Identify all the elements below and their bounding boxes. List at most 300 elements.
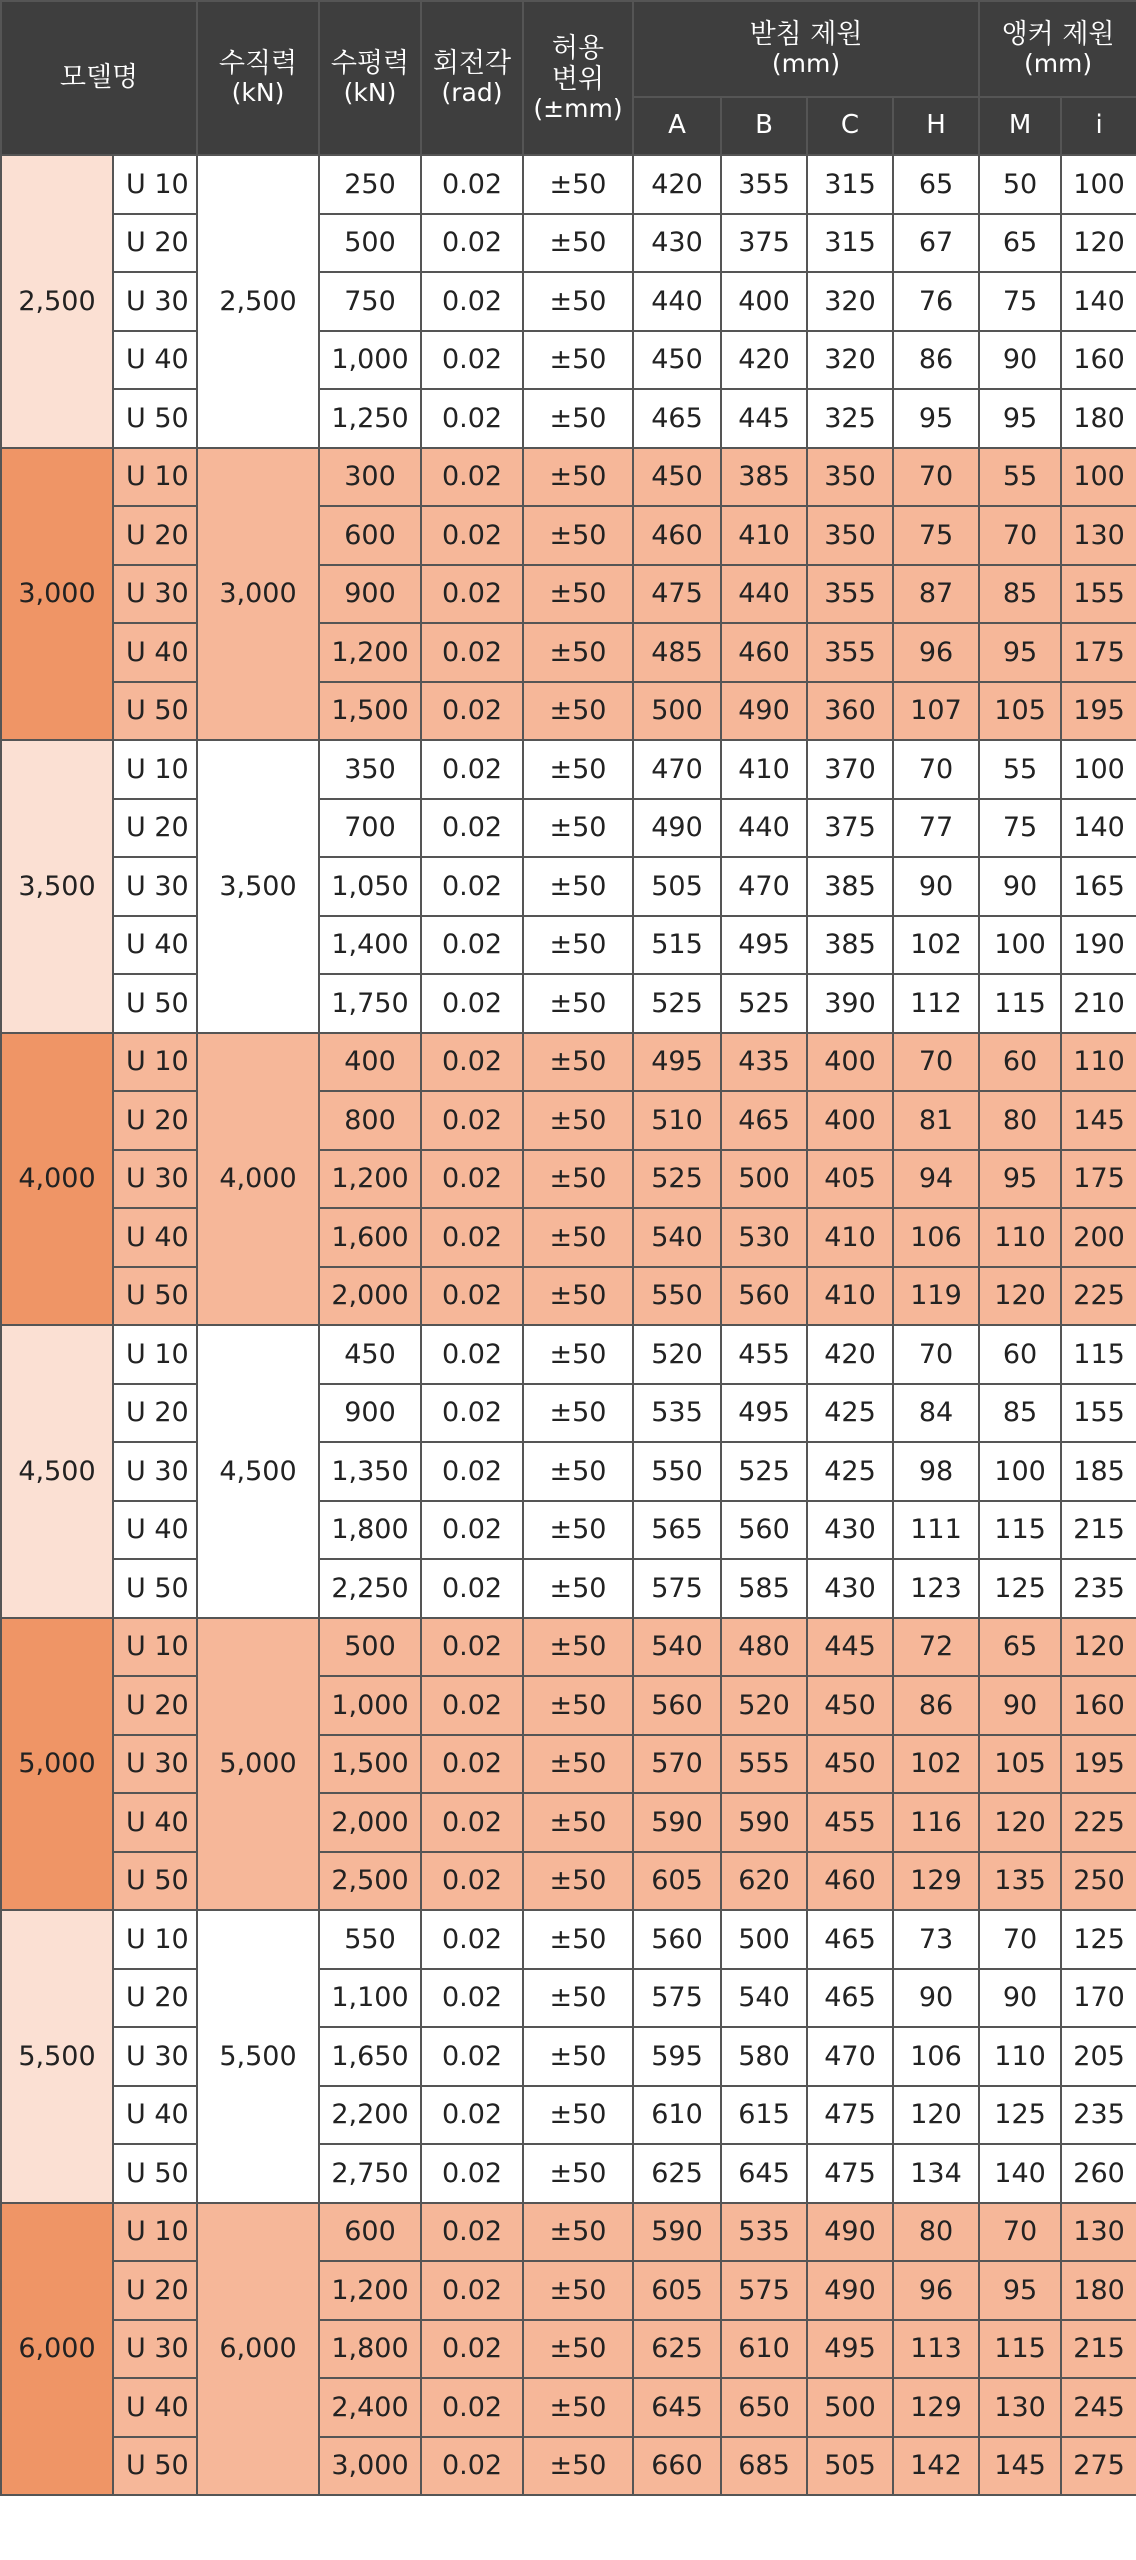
group-name-cell: 6,000: [1, 2203, 113, 2496]
rotation-cell: 0.02: [421, 1969, 523, 2028]
i-cell: 225: [1061, 1793, 1136, 1852]
rotation-cell: 0.02: [421, 974, 523, 1033]
horizontal-cell: 2,250: [319, 1559, 421, 1618]
displacement-cell: ±50: [523, 1442, 633, 1501]
table-row: [1, 1150, 1136, 1209]
a-cell: 470: [633, 740, 721, 799]
i-cell: 200: [1061, 1208, 1136, 1267]
model-cell: U 50: [113, 2437, 197, 2496]
b-cell: 540: [721, 1969, 807, 2028]
table-row: [1, 623, 1136, 682]
c-cell: 400: [807, 1033, 893, 1092]
model-cell: U 40: [113, 331, 197, 390]
c-cell: 355: [807, 623, 893, 682]
b-cell: 410: [721, 740, 807, 799]
c-cell: 505: [807, 2437, 893, 2496]
table-row: [1, 1384, 1136, 1443]
i-cell: 215: [1061, 2320, 1136, 2379]
c-cell: 385: [807, 857, 893, 916]
h-cell: 96: [893, 623, 979, 682]
rotation-cell: 0.02: [421, 1559, 523, 1618]
rotation-cell: 0.02: [421, 1735, 523, 1794]
c-cell: 400: [807, 1091, 893, 1150]
a-cell: 525: [633, 974, 721, 1033]
header-allow-unit: (±mm): [533, 93, 623, 123]
m-cell: 90: [979, 1676, 1061, 1735]
model-cell: U 50: [113, 389, 197, 448]
h-cell: 119: [893, 1267, 979, 1326]
m-cell: 60: [979, 1033, 1061, 1092]
model-cell: U 30: [113, 1735, 197, 1794]
c-cell: 465: [807, 1910, 893, 1969]
b-cell: 685: [721, 2437, 807, 2496]
displacement-cell: ±50: [523, 565, 633, 624]
c-cell: 390: [807, 974, 893, 1033]
rotation-cell: 0.02: [421, 1325, 523, 1384]
horizontal-cell: 1,500: [319, 682, 421, 741]
c-cell: 425: [807, 1442, 893, 1501]
displacement-cell: ±50: [523, 2437, 633, 2496]
h-cell: 87: [893, 565, 979, 624]
model-cell: U 20: [113, 1384, 197, 1443]
vertical-force-cell: 3,500: [197, 740, 319, 1033]
h-cell: 67: [893, 214, 979, 273]
header-bearing-unit: (mm): [771, 49, 841, 79]
horizontal-cell: 900: [319, 565, 421, 624]
model-cell: U 20: [113, 799, 197, 858]
horizontal-cell: 2,000: [319, 1267, 421, 1326]
m-cell: 105: [979, 682, 1061, 741]
a-cell: 550: [633, 1267, 721, 1326]
b-cell: 385: [721, 448, 807, 507]
vertical-force-cell: 2,500: [197, 155, 319, 448]
displacement-cell: ±50: [523, 331, 633, 390]
h-cell: 98: [893, 1442, 979, 1501]
displacement-cell: ±50: [523, 2203, 633, 2262]
horizontal-cell: 350: [319, 740, 421, 799]
horizontal-cell: 800: [319, 1091, 421, 1150]
b-cell: 560: [721, 1267, 807, 1326]
horizontal-cell: 1,100: [319, 1969, 421, 2028]
rotation-cell: 0.02: [421, 1267, 523, 1326]
b-cell: 555: [721, 1735, 807, 1794]
h-cell: 129: [893, 1852, 979, 1911]
horizontal-cell: 300: [319, 448, 421, 507]
i-cell: 110: [1061, 1033, 1136, 1092]
model-cell: U 10: [113, 155, 197, 214]
b-cell: 590: [721, 1793, 807, 1852]
table-row: [1, 1559, 1136, 1618]
c-cell: 375: [807, 799, 893, 858]
h-cell: 86: [893, 331, 979, 390]
displacement-cell: ±50: [523, 1910, 633, 1969]
a-cell: 450: [633, 448, 721, 507]
model-cell: U 10: [113, 1910, 197, 1969]
model-cell: U 30: [113, 2027, 197, 2086]
h-cell: 90: [893, 1969, 979, 2028]
m-cell: 135: [979, 1852, 1061, 1911]
h-cell: 134: [893, 2144, 979, 2203]
horizontal-cell: 3,000: [319, 2437, 421, 2496]
i-cell: 190: [1061, 916, 1136, 975]
rotation-cell: 0.02: [421, 1501, 523, 1560]
m-cell: 75: [979, 272, 1061, 331]
table-row: [1, 272, 1136, 331]
horizontal-cell: 700: [319, 799, 421, 858]
rotation-cell: 0.02: [421, 916, 523, 975]
displacement-cell: ±50: [523, 1559, 633, 1618]
table-row: [1, 506, 1136, 565]
header-sub-b: B: [721, 97, 807, 155]
i-cell: 205: [1061, 2027, 1136, 2086]
c-cell: 445: [807, 1618, 893, 1677]
table-row: [1, 1325, 1136, 1384]
i-cell: 245: [1061, 2378, 1136, 2437]
displacement-cell: ±50: [523, 506, 633, 565]
model-cell: U 40: [113, 623, 197, 682]
h-cell: 70: [893, 448, 979, 507]
m-cell: 90: [979, 1969, 1061, 2028]
model-cell: U 20: [113, 1969, 197, 2028]
vertical-force-cell: 5,000: [197, 1618, 319, 1911]
i-cell: 195: [1061, 1735, 1136, 1794]
horizontal-cell: 250: [319, 155, 421, 214]
rotation-cell: 0.02: [421, 2261, 523, 2320]
displacement-cell: ±50: [523, 1618, 633, 1677]
table-row: [1, 331, 1136, 390]
table-row: [1, 1676, 1136, 1735]
m-cell: 115: [979, 974, 1061, 1033]
model-cell: U 50: [113, 974, 197, 1033]
c-cell: 490: [807, 2203, 893, 2262]
model-cell: U 10: [113, 448, 197, 507]
h-cell: 112: [893, 974, 979, 1033]
header-vertical: 수직력 (kN): [197, 1, 319, 155]
displacement-cell: ±50: [523, 623, 633, 682]
table-row: [1, 916, 1136, 975]
i-cell: 120: [1061, 1618, 1136, 1677]
table-row: [1, 389, 1136, 448]
model-cell: U 20: [113, 1676, 197, 1735]
header-sub-m: M: [979, 97, 1061, 155]
header-sub-i: i: [1061, 97, 1136, 155]
b-cell: 480: [721, 1618, 807, 1677]
h-cell: 65: [893, 155, 979, 214]
rotation-cell: 0.02: [421, 1208, 523, 1267]
horizontal-cell: 550: [319, 1910, 421, 1969]
a-cell: 550: [633, 1442, 721, 1501]
rotation-cell: 0.02: [421, 214, 523, 273]
b-cell: 490: [721, 682, 807, 741]
i-cell: 155: [1061, 565, 1136, 624]
displacement-cell: ±50: [523, 1676, 633, 1735]
rotation-cell: 0.02: [421, 857, 523, 916]
a-cell: 590: [633, 1793, 721, 1852]
m-cell: 95: [979, 623, 1061, 682]
c-cell: 495: [807, 2320, 893, 2379]
a-cell: 515: [633, 916, 721, 975]
rotation-cell: 0.02: [421, 1150, 523, 1209]
model-cell: U 20: [113, 506, 197, 565]
table-row: [1, 2203, 1136, 2262]
a-cell: 645: [633, 2378, 721, 2437]
a-cell: 500: [633, 682, 721, 741]
h-cell: 106: [893, 2027, 979, 2086]
b-cell: 445: [721, 389, 807, 448]
i-cell: 215: [1061, 1501, 1136, 1560]
m-cell: 120: [979, 1267, 1061, 1326]
m-cell: 125: [979, 2086, 1061, 2145]
model-cell: U 30: [113, 1150, 197, 1209]
b-cell: 615: [721, 2086, 807, 2145]
rotation-cell: 0.02: [421, 740, 523, 799]
model-cell: U 10: [113, 1618, 197, 1677]
c-cell: 475: [807, 2144, 893, 2203]
i-cell: 275: [1061, 2437, 1136, 2496]
c-cell: 430: [807, 1559, 893, 1618]
displacement-cell: ±50: [523, 389, 633, 448]
i-cell: 170: [1061, 1969, 1136, 2028]
a-cell: 595: [633, 2027, 721, 2086]
model-cell: U 50: [113, 1852, 197, 1911]
m-cell: 110: [979, 2027, 1061, 2086]
model-cell: U 50: [113, 682, 197, 741]
model-cell: U 10: [113, 740, 197, 799]
table-row: [1, 740, 1136, 799]
m-cell: 70: [979, 1910, 1061, 1969]
m-cell: 55: [979, 448, 1061, 507]
group-name-cell: 3,000: [1, 448, 113, 741]
h-cell: 70: [893, 740, 979, 799]
c-cell: 500: [807, 2378, 893, 2437]
a-cell: 460: [633, 506, 721, 565]
horizontal-cell: 2,400: [319, 2378, 421, 2437]
table-row: [1, 1910, 1136, 1969]
table-row: [1, 2261, 1136, 2320]
model-cell: U 40: [113, 916, 197, 975]
rotation-cell: 0.02: [421, 2086, 523, 2145]
a-cell: 570: [633, 1735, 721, 1794]
i-cell: 180: [1061, 2261, 1136, 2320]
m-cell: 115: [979, 2320, 1061, 2379]
header-bearing: 받침 제원 (mm): [633, 1, 979, 97]
b-cell: 520: [721, 1676, 807, 1735]
header-sub-c: C: [807, 97, 893, 155]
a-cell: 440: [633, 272, 721, 331]
b-cell: 465: [721, 1091, 807, 1150]
rotation-cell: 0.02: [421, 565, 523, 624]
rotation-cell: 0.02: [421, 1676, 523, 1735]
vertical-force-cell: 4,000: [197, 1033, 319, 1326]
header-rotation-unit: (rad): [441, 78, 503, 108]
table-row: [1, 2086, 1136, 2145]
c-cell: 360: [807, 682, 893, 741]
horizontal-cell: 750: [319, 272, 421, 331]
displacement-cell: ±50: [523, 857, 633, 916]
rotation-cell: 0.02: [421, 448, 523, 507]
m-cell: 80: [979, 1091, 1061, 1150]
model-cell: U 40: [113, 1793, 197, 1852]
model-cell: U 40: [113, 1208, 197, 1267]
horizontal-cell: 1,000: [319, 331, 421, 390]
displacement-cell: ±50: [523, 1033, 633, 1092]
displacement-cell: ±50: [523, 1852, 633, 1911]
c-cell: 475: [807, 2086, 893, 2145]
i-cell: 120: [1061, 214, 1136, 273]
i-cell: 225: [1061, 1267, 1136, 1326]
c-cell: 420: [807, 1325, 893, 1384]
header-rotation: 회전각 (rad): [421, 1, 523, 155]
a-cell: 510: [633, 1091, 721, 1150]
horizontal-cell: 1,650: [319, 2027, 421, 2086]
displacement-cell: ±50: [523, 448, 633, 507]
h-cell: 95: [893, 389, 979, 448]
a-cell: 565: [633, 1501, 721, 1560]
m-cell: 70: [979, 2203, 1061, 2262]
a-cell: 420: [633, 155, 721, 214]
c-cell: 430: [807, 1501, 893, 1560]
table-row: [1, 1442, 1136, 1501]
model-cell: U 20: [113, 214, 197, 273]
i-cell: 180: [1061, 389, 1136, 448]
rotation-cell: 0.02: [421, 2320, 523, 2379]
header-anchor: 앵커 제원 (mm): [979, 1, 1136, 97]
model-cell: U 50: [113, 1559, 197, 1618]
c-cell: 410: [807, 1208, 893, 1267]
c-cell: 450: [807, 1676, 893, 1735]
i-cell: 100: [1061, 155, 1136, 214]
h-cell: 76: [893, 272, 979, 331]
rotation-cell: 0.02: [421, 1442, 523, 1501]
group-name-cell: 2,500: [1, 155, 113, 448]
c-cell: 355: [807, 565, 893, 624]
a-cell: 450: [633, 331, 721, 390]
header-anchor-unit: (mm): [1023, 49, 1093, 79]
table-row: [1, 2437, 1136, 2496]
a-cell: 505: [633, 857, 721, 916]
h-cell: 75: [893, 506, 979, 565]
a-cell: 490: [633, 799, 721, 858]
h-cell: 70: [893, 1325, 979, 1384]
table-row: [1, 1969, 1136, 2028]
b-cell: 495: [721, 1384, 807, 1443]
rotation-cell: 0.02: [421, 1852, 523, 1911]
displacement-cell: ±50: [523, 1793, 633, 1852]
header-vertical-unit: (kN): [231, 78, 285, 108]
i-cell: 195: [1061, 682, 1136, 741]
table-row: [1, 1618, 1136, 1677]
h-cell: 77: [893, 799, 979, 858]
a-cell: 560: [633, 1910, 721, 1969]
table-row: [1, 1208, 1136, 1267]
m-cell: 60: [979, 1325, 1061, 1384]
a-cell: 465: [633, 389, 721, 448]
rotation-cell: 0.02: [421, 2203, 523, 2262]
header-sub-a: A: [633, 97, 721, 155]
displacement-cell: ±50: [523, 272, 633, 331]
b-cell: 440: [721, 565, 807, 624]
rotation-cell: 0.02: [421, 2144, 523, 2203]
a-cell: 560: [633, 1676, 721, 1735]
i-cell: 140: [1061, 799, 1136, 858]
a-cell: 525: [633, 1150, 721, 1209]
rotation-cell: 0.02: [421, 272, 523, 331]
i-cell: 125: [1061, 1910, 1136, 1969]
h-cell: 123: [893, 1559, 979, 1618]
b-cell: 470: [721, 857, 807, 916]
displacement-cell: ±50: [523, 740, 633, 799]
group-name-cell: 5,500: [1, 1910, 113, 2203]
displacement-cell: ±50: [523, 1150, 633, 1209]
i-cell: 235: [1061, 1559, 1136, 1618]
h-cell: 111: [893, 1501, 979, 1560]
vertical-force-cell: 3,000: [197, 448, 319, 741]
table-body: [1, 155, 1136, 2495]
b-cell: 535: [721, 2203, 807, 2262]
table-row: [1, 1852, 1136, 1911]
a-cell: 535: [633, 1384, 721, 1443]
horizontal-cell: 2,000: [319, 1793, 421, 1852]
displacement-cell: ±50: [523, 1325, 633, 1384]
h-cell: 73: [893, 1910, 979, 1969]
rotation-cell: 0.02: [421, 1793, 523, 1852]
b-cell: 580: [721, 2027, 807, 2086]
model-cell: U 30: [113, 2320, 197, 2379]
i-cell: 140: [1061, 272, 1136, 331]
h-cell: 72: [893, 1618, 979, 1677]
b-cell: 460: [721, 623, 807, 682]
rotation-cell: 0.02: [421, 1618, 523, 1677]
rotation-cell: 0.02: [421, 623, 523, 682]
model-cell: U 30: [113, 272, 197, 331]
c-cell: 490: [807, 2261, 893, 2320]
c-cell: 320: [807, 272, 893, 331]
vertical-force-cell: 5,500: [197, 1910, 319, 2203]
model-cell: U 10: [113, 1033, 197, 1092]
displacement-cell: ±50: [523, 1208, 633, 1267]
model-cell: U 10: [113, 1325, 197, 1384]
displacement-cell: ±50: [523, 1091, 633, 1150]
m-cell: 70: [979, 506, 1061, 565]
rotation-cell: 0.02: [421, 1033, 523, 1092]
i-cell: 235: [1061, 2086, 1136, 2145]
m-cell: 50: [979, 155, 1061, 214]
horizontal-cell: 1,750: [319, 974, 421, 1033]
horizontal-cell: 1,050: [319, 857, 421, 916]
displacement-cell: ±50: [523, 2086, 633, 2145]
table-row: [1, 1033, 1136, 1092]
c-cell: 425: [807, 1384, 893, 1443]
m-cell: 105: [979, 1735, 1061, 1794]
m-cell: 140: [979, 2144, 1061, 2203]
c-cell: 315: [807, 155, 893, 214]
c-cell: 450: [807, 1735, 893, 1794]
horizontal-cell: 1,200: [319, 623, 421, 682]
displacement-cell: ±50: [523, 1969, 633, 2028]
table-row: [1, 799, 1136, 858]
c-cell: 370: [807, 740, 893, 799]
b-cell: 575: [721, 2261, 807, 2320]
i-cell: 130: [1061, 506, 1136, 565]
h-cell: 106: [893, 1208, 979, 1267]
rotation-cell: 0.02: [421, 1910, 523, 1969]
horizontal-cell: 1,800: [319, 1501, 421, 1560]
table-row: [1, 2027, 1136, 2086]
c-cell: 465: [807, 1969, 893, 2028]
h-cell: 116: [893, 1793, 979, 1852]
b-cell: 585: [721, 1559, 807, 1618]
horizontal-cell: 1,200: [319, 1150, 421, 1209]
